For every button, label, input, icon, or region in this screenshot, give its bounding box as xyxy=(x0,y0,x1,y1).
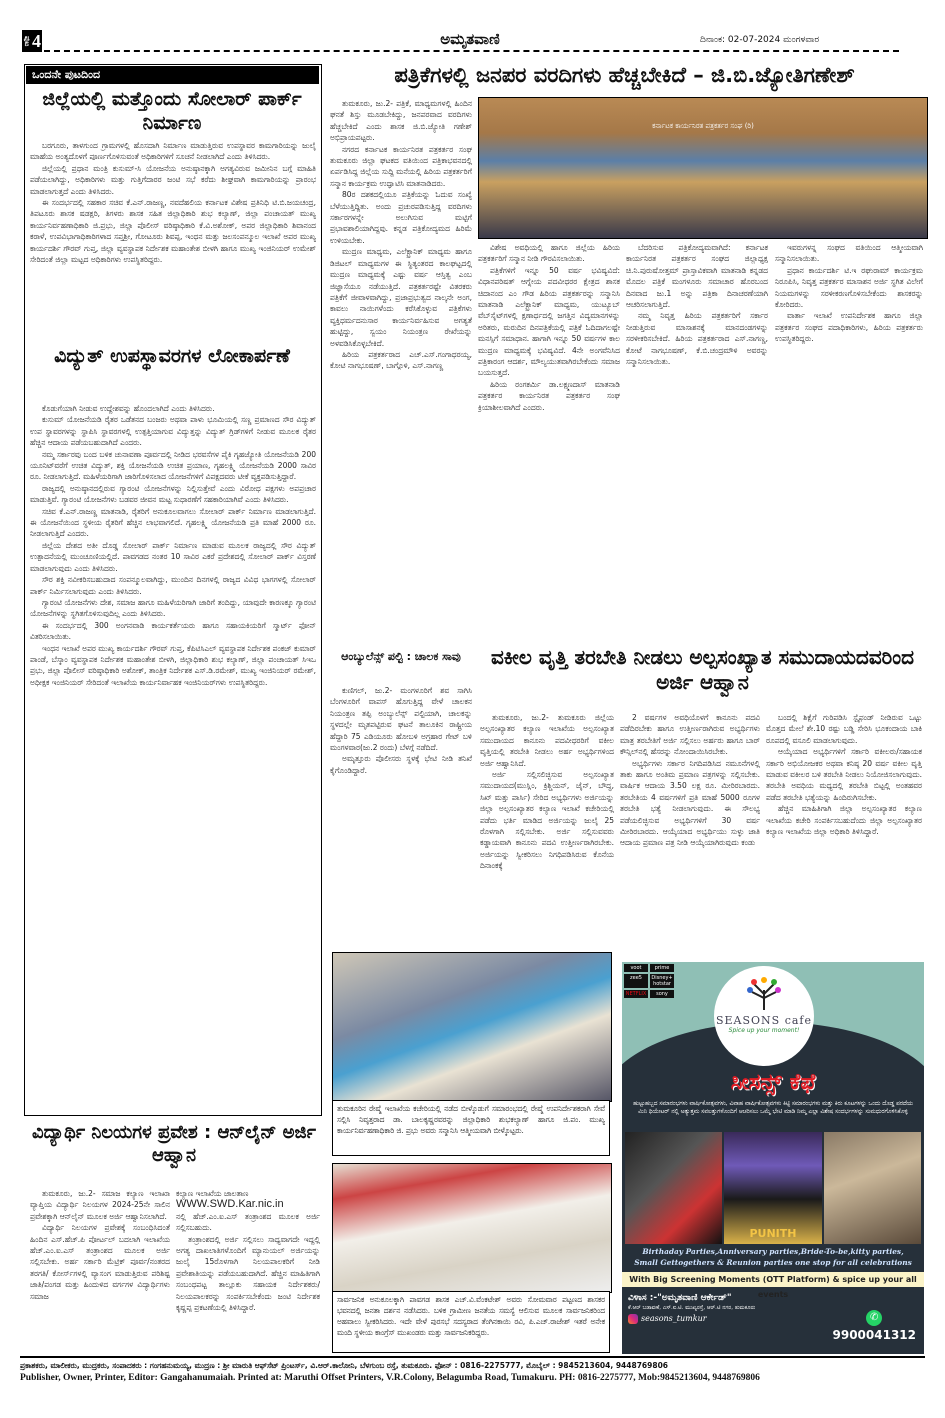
main-story-col1 xyxy=(330,98,472,646)
paragraph: ನಗರದ ಕರ್ನಾಟಕ ಕಾರ್ಯನಿರತ ಪತ್ರಕರ್ತರ ಸಂಘ ತುಮಕೂರು ಜಿಲ್ಲಾ ಘಟಕದ ವತಿಯಿಂದ ಪತ್ರಿಕಾಭವನದಲ್ಲಿ ಏರ್ಪಡಿಸಿದ್ದ ಜಿಲ್ಲೆಯ ಸುದ್ದಿ ಮನೆಯಲ್ಲಿ ಹಿರಿಯ ಪತ್ರಕರ್ತರಿಗೆ ಸನ್ಮಾನ ಕಾರ್ಯಕ್ರಮ ಉದ್ಘಾಟಿಸಿ ಮಾತನಾಡಿದರು. xyxy=(330,144,472,188)
paragraph: ಅಭ್ಯರ್ಥಿಗಳು ಸರ್ಕಾರ ನಿಗದಿಪಡಿಸಿದ ನಮೂನೆಗಳಲ್ಲಿ ತಾಕು ಹಾಗೂ ಅಂತಿಮ ಪ್ರಮಾಣ ಪತ್ರಗಳನ್ನು ಸಲ್ಲಿಸಬೇಕು. ವಾರ್ಷಿಕ ಆದಾಯ 3.50 ಲಕ್ಷ ರೂ. ಮೀರಿರಬಾರದು. ತರಬೇತಿಯ 4 ವರ್ಷಗಳಿಗೆ ಪ್ರತಿ ಮಾಹೆ 5000 ರೂಗಳ ತರಬೇತಿ ಭತ್ಯೆ ನೀಡಲಾಗುವುದು. ಈ ಸೌಲಭ್ಯ ಪಡೆಯಲಿಚ್ಛಿಸುವ ಅಭ್ಯರ್ಥಿಗಳಿಗೆ 30 ವರ್ಷ ಮೀರಿರಬಾರದು. ಆಯ್ಕೆಯಾದ ಅಭ್ಯರ್ಥಿಯು ಸುಳ್ಳು ಜಾತಿ ಆದಾಯ ಪ್ರಮಾಣ ಪತ್ರ ನೀಡಿ ಆಯ್ಕೆಯಾಗಿರುವುದು ಕಂಡು xyxy=(620,758,760,848)
lawyer-col3 xyxy=(766,712,922,957)
photo-banner-text: ಕರ್ನಾಟಕ ಕಾರ್ಯನಿರತ ಪತ್ರಕರ್ತರ ಸಂಘ (ರಿ) xyxy=(652,122,754,130)
issue-date: ದಿನಾಂಕ: 02-07-2024 ಮಂಗಳವಾರ xyxy=(700,35,820,45)
paragraph: ಅರ್ಜಿ ಸಲ್ಲಿಸಲಿಚ್ಛಿಸುವ ಅಲ್ಪಸಂಖ್ಯಾತ ಸಮುದಾಯದ(ಮುಸ್ಲಿಂ, ಕ್ರಿಶ್ಚಿಯನ್, ಜೈನ್, ಬೌದ್ಧ, ಸಿಖ್ ಮತ್ತು ಪಾರ್ಸಿ) ಸೇರಿದ ಅಭ್ಯರ್ಥಿಗಳು ಅರ್ಜಿಯನ್ನು ಜಿಲ್ಲಾ ಅಲ್ಪಸಂಖ್ಯಾತರ ಕಲ್ಯಾಣ ಇಲಾಖೆ ಕಚೇರಿಯಲ್ಲಿ ಪಡೆದು ಭರ್ತಿ ಮಾಡಿದ ಅರ್ಜಿಯನ್ನು ಜುಲೈ 25 ರೊಳಗಾಗಿ ಸಲ್ಲಿಸಬೇಕು. ಅರ್ಜಿ ಸಲ್ಲಿಸುವವರು ಕಡ್ಡಾಯವಾಗಿ ಕಾನೂನು ಪದವಿ ಉತ್ತೀರ್ಣರಾಗಿರಬೇಕು. ಅರ್ಜಿಯನ್ನು ಸ್ವೀಕರಿಸಲು ನಿಗಧಿಪಡಿಸಿರುವ ಕೊನೆಯ ದಿನಾಂಕಕ್ಕೆ xyxy=(480,770,614,871)
paragraph: ತುಮಕೂರು, ಜು.2- ಸಮಾಜ ಕಲ್ಯಾಣ ಇಲಾಖಾ ವ್ಯಾಪ್ತಿಯ ವಿದ್ಯಾರ್ಥಿ ನಿಲಯಗಳ 2024-25ನೇ ಸಾಲಿನ ಪ್ರವೇಶಕ್ಕಾಗಿ ಆನ್‌ಲೈನ್ ಮೂಲಕ ಅರ್ಜಿ ಆಹ್ವಾನಿಸಲಾಗಿದೆ. xyxy=(30,1189,170,1221)
events-line: Birthaday Parties,Anniversary parties,Bride-To-be,kitty parties, xyxy=(642,1247,904,1256)
headline-solar-park: ಜಿಲ್ಲೆಯಲ್ಲಿ ಮತ್ತೊಂದು ಸೋಲಾರ್ ಪಾರ್ಕ್ ನಿರ್ಮಾಣ xyxy=(42,88,302,134)
article-solar-park xyxy=(30,140,316,338)
tree-icon xyxy=(744,976,784,1010)
newspaper-title: ಅಮೃತವಾಣಿ xyxy=(440,30,500,48)
caption-farewell: ತುಮಕೂರಿನ ರೇಷ್ಮೆ ಇಲಾಖೆಯ ಕಚೇರಿಯಲ್ಲಿ ನಡೆದ ಬೀಳ್ಕೊಡುಗೆ ಸಮಾರಂಭದಲ್ಲಿ ರೇಷ್ಮೆ ಉಪನಿರ್ದೇಶಕರಾಗಿ ಸೇವೆ ಸಲ್ಲಿಸಿ ನಿವೃತ್ತರಾದ ಡಾ. ಬಾಲಕೃಷ್ಣರವರನ್ನು ಜಿಲ್ಲಾಧಿಕಾರಿ ಶುಭಕಲ್ಯಾಣ್ ಹಾಗೂ ಜಿ.ಪಂ. ಮುಖ್ಯ ಕಾರ್ಯನಿರ್ವಹಣಾಧಿಕಾರಿ ಜಿ. ಪ್ರಭು ಅವರು ಸನ್ಮಾನಿಸಿ ಆತ್ಮೀಯವಾಗಿ ಬೀಳ್ಕೊಟ್ಟರು. xyxy=(332,1100,610,1156)
paragraph: ಅಮೃತ್ತೂರು ಪೊಲೀಸರು ಸ್ಥಳಕ್ಕೆ ಭೇಟಿ ನೀಡಿ ತನಿಖೆ ಕೈಗೊಂಡಿದ್ದಾರೆ. xyxy=(330,754,472,775)
gallery-photo-theater xyxy=(625,1132,722,1244)
instagram-icon xyxy=(628,1314,638,1324)
paragraph: ತಂತ್ರಾಂಶದಲ್ಲಿ ಅರ್ಜಿ ಸಲ್ಲಿಸಲು ಸಾಧ್ಯವಾಗದೇ ಇದ್ದಲ್ಲಿ ಅಗತ್ಯ ದಾಖಲಾತಿಗಳೊಂದಿಗೆ ಮ್ಯಾನುಯಲ್ ಅರ್ಜಿಯನ್ನು ಜುಲೈ 15ರೊಳಗಾಗಿ ನಿಲಯಪಾಲಕರಿಗೆ ನೀಡಿ ಪ್ರವೇಶಾತಿಯನ್ನು ಪಡೆಯಬಹುದಾಗಿದೆ. ಹೆಚ್ಚಿನ ಮಾಹಿತಿಗಾಗಿ ಸಂಬಂಧಪಟ್ಟ ತಾಲ್ಲೂಕು ಸಹಾಯಕ ನಿರ್ದೇಶಕರು/ ನಿಲಯಪಾಲಕರನ್ನು ಸಂಪರ್ಕಿಸಬೇಕೆಂದು ಜಂಟಿ ನಿರ್ದೇಶಕ ಕೃಷ್ಣಪ್ಪ ಪ್ರಕಟಣೆಯಲ್ಲಿ ತಿಳಿಸಿದ್ದಾರೆ. xyxy=(176,1234,320,1313)
ott-badge: Disney+ hotstar xyxy=(651,975,673,987)
paragraph: 2 ವರ್ಷಗಳ ಅವಧಿಯೊಳಗೆ ಕಾನೂನು ಪದವಿ ಪಡೆದಿರಬೇಕು ಹಾಗೂ ಉತ್ತೀರ್ಣರಾಗಿರುವ ಅಭ್ಯರ್ಥಿಗಳು ಮಾತ್ರ ತರಬೇತಿಗೆ ಅರ್ಜಿ ಸಲ್ಲಿಸಲು ಅರ್ಹರು ಹಾಗೂ ಬಾರ್ ಕೌನ್ಸಿಲ್‌ನಲ್ಲಿ ಹೆಸರನ್ನು ನೋಂದಾಯಿಸಿರಬೇಕು. xyxy=(620,713,760,757)
ad-description: ಹುಟ್ಟುಹಬ್ಬದ ಸಮಾರಂಭಗಳು ವಾರ್ಷಿಕೋತ್ಸವಗಳು, ವಿವಾಹ ವಾರ್ಷಿಕೋತ್ಸವಗಳು ಕಿಟ್ಟಿ ಸಮಾರಂಭಗಳು ಮತ್ತು ಕಿರು ಕೂಟಗಳನ್ನು ಒಂದು ದೊಡ್ಡ ಪರದೆಯ ಮಿನಿ ಥಿಯೇಟರ್ ನಲ್ಲಿ ಅತ್ಯುತ್ತಮ ಸವಲತ್ತುಗಳೊಂದಿಗೆ ಆಚರಿಸಲು ಒಮ್ಮೆ ಭೇಟಿ ಮಾಡಿ ನಿಮ್ಮ ಎಲ್ಲಾ ವಿಶೇಷ ಸಂದರ್ಭಗಳನ್ನು ಸುಮಧುರಗೊಳಿಸಿಕೊಳ್ಳಿ xyxy=(633,1101,913,1115)
paragraph: ಜಿಲ್ಲೆಯಲ್ಲಿ ಪ್ರಧಾನ ಮಂತ್ರಿ ಕುಸುಮ್-ಸಿ ಯೋಜನೆಯ ಅನುಷ್ಠಾನಕ್ಕಾಗಿ ಅಗತ್ಯವಿರುವ ಜಮೀನಿನ ಬಗ್ಗೆ ಮಾಹಿತಿ ಪಡೆಯಲಾಗಿದ್ದು, ಅಧಿಕಾರಿಗಳು ಮತ್ತು ಗುತ್ತಿಗೆದಾರರ ಜಂಟಿ ಸಭೆ ಕರೆದು ಶೀಘ್ರವಾಗಿ ಕಾಮಗಾರಿಯನ್ನು ಪ್ರಾರಂಭ ಮಾಡಲಾಗುತ್ತದೆ ಎಂದು ತಿಳಿಸಿದರು. xyxy=(30,163,316,196)
paragraph: ವಿದ್ಯಾರ್ಥಿ ನಿಲಯಗಳ ಪ್ರವೇಶಕ್ಕೆ ಸಂಬಂಧಿಸಿದಂತೆ ಹಿಂದಿನ ಎಸ್.ಹೆಚ್.ಪಿ ಪೋರ್ಟಲ್ ಬದಲಾಗಿ ಇಲಾಖೆಯ ಹೆಚ್.ಎಂ.ಐ.ಎಸ್ ತಂತ್ರಾಂಶದ ಮೂಲಕ ಅರ್ಜಿ ಸಲ್ಲಿಸಬೇಕು. ಅರ್ಹ ಸರ್ಕಾರಿ ಮೆಟ್ರಿಕ್ ಪೂರ್ವ/ನಂತರದ ತರಗತಿ/ ಕೋರ್ಸ್‌ಗಳಲ್ಲಿ ವ್ಯಾಸಂಗ ಮಾಡುತ್ತಿರುವ ಪರಿಶಿಷ್ಟ ಜಾತಿ/ಪಂಗಡ ಮತ್ತು ಹಿಂದುಳಿದ ವರ್ಗಗಳ ವಿದ್ಯಾರ್ಥಿಗಳು ಸಮಾಜ xyxy=(30,1223,170,1301)
address-label: ವಿಳಾಸ :-"ಅಮೃತವಾಣಿ ಆರ್ಕೇಡ್" xyxy=(628,1293,732,1303)
paragraph: ವಿಶೇಷ ಅವಧಿಯಲ್ಲಿ ಹಾಗೂ ಜಿಲ್ಲೆಯ ಹಿರಿಯ ಪತ್ರಕರ್ತರಿಗೆ ಸನ್ಮಾನ ನೀಡಿ ಗೌರವಿಸಲಾಯಿತು. xyxy=(478,243,620,264)
ad-phone[interactable] xyxy=(833,1310,917,1342)
paragraph: ನಮ್ಮ ಸರ್ಕಾರವು ಬಂದ ಬಳಿಕ ಚುನಾವಣಾ ಪೂರ್ವದಲ್ಲಿ ನೀಡಿದ ಭರವಸೆಗಳ ಪೈಕಿ ಗೃಹಜ್ಯೋತಿ ಯೋಜನೆಯಡಿ 200 ಯೂನಿಟ್‌ವರೆಗೆ ಉಚಿತ ವಿದ್ಯುತ್, ಶಕ್ತಿ ಯೋಜನೆಯಡಿ ಉಚಿತ ಪ್ರಯಾಣ, ಗೃಹಲಕ್ಷ್ಮಿ ಯೋಜನೆಯಡಿ 2000 ಸಾವಿರ ರೂ. ನೀಡಲಾಗುತ್ತಿದೆ. ಮಹಿಳೆಯರಿಗಾಗಿ ಜಾರಿಗೊಳಿಸಲಾದ ಯೋಜನೆಗಳಿಗೆ ವಿಪಕ್ಷದವರು ಟೀಕೆ ವ್ಯಕ್ತಪಡಿಸುತ್ತಿದ್ದಾರೆ. xyxy=(30,449,316,482)
photo-farewell-ceremony xyxy=(332,952,612,1102)
events-line: Small Gettogethers & Reunion parties one stop for all celebrations xyxy=(634,1258,912,1267)
ott-badge: zee5 xyxy=(624,974,648,988)
website-link[interactable]: WWW.SWD.Kar.nic.in xyxy=(176,1198,284,1211)
paragraph: ಈ ಸಂದರ್ಭದಲ್ಲಿ ಸಹಕಾರ ಸಚಿವ ಕೆ.ಎನ್.ರಾಜಣ್ಣ, ನವದೆಹಲಿಯ ಕರ್ನಾಟಕ ವಿಶೇಷ ಪ್ರತಿನಿಧಿ ಟಿ.ಬಿ.ಜಯಚಂದ್ರ, ತಿಪಟೂರು ಶಾಸಕ ಷಡಕ್ಷರಿ, ತಿಗಳರು ಶಾಸಕ ಸಹಿತ ಜಿಲ್ಲಾಧಿಕಾರಿ ಶುಭ ಕಲ್ಯಾಣ್, ಜಿಲ್ಲಾ ಪಂಚಾಯತ್ ಮುಖ್ಯ ಕಾರ್ಯನಿರ್ವಹಣಾಧಿಕಾರಿ ಜಿ.ಪ್ರಭು, ಜಿಲ್ಲಾ ಪೊಲೀಸ್ ವರಿಷ್ಠಾಧಿಕಾರಿ ಕೆ.ವಿ.ಅಶೋಕ್, ಅಪರ ಜಿಲ್ಲಾಧಿಕಾರಿ ಶಿವಾನಂದ ಕರಾಳೆ, ಉಪವಿಭಾಗಾಧಿಕಾರಿಗಳಾದ ಸಪ್ತಶ್ರೀ, ಗೋಟೂರು ಶಿವಪ್ಪ, ಇಂಧನ ಮತ್ತು ಜಲಸಂಪನ್ಮೂಲ ಇಲಾಖೆ ಅಪರ ಮುಖ್ಯ ಕಾರ್ಯದರ್ಶಿ ಗೌರವ್ ಗುಪ್ತ, ಜಿಲ್ಲಾ ವ್ಯವಸ್ಥಾಪಕ ನಿರ್ದೇಶಕ ಮಹಾಂತೇಶ ಬೀಳಗಿ ಹಾಗೂ ಮುಖ್ಯ ಇಂಜಿನಿಯರ್ ಉಮೇಶ್ ಸೇರಿದಂತೆ ಜಿಲ್ಲಾ ಮಟ್ಟದ ಅಧಿಕಾರಿಗಳು ಉಪಸ್ಥಿತರಿದ್ದರು. xyxy=(30,198,316,265)
phone-number: 9900041312 xyxy=(832,1328,916,1342)
paragraph: ತುಮಕೂರು, ಜು.2- ತುಮಕೂರು ಜಿಲ್ಲೆಯ ಅಲ್ಪಸಂಖ್ಯಾತರ ಕಲ್ಯಾಣ ಇಲಾಖೆಯ ಅಲ್ಪಸಂಖ್ಯಾತ ಸಮುದಾಯದ ಕಾನೂನು ಪದವೀಧರರಿಗೆ ವಕೀಲ ವೃತ್ತಿಯಲ್ಲಿ ತರಬೇತಿ ನೀಡಲು ಅರ್ಹ ಅಭ್ಯರ್ಥಿಗಳಿಂದ ಅರ್ಜಿ ಆಹ್ವಾನಿಸಿದೆ. xyxy=(480,713,614,768)
paragraph: ಸಚಿವ ಕೆ.ಎನ್.ರಾಜಣ್ಣ ಮಾತನಾಡಿ, ರೈತರಿಗೆ ಅನುಕೂಲವಾಗಲು ಸೋಲಾರ್ ಪಾರ್ಕ್ ನಿರ್ಮಾಣ ಮಾಡಲಾಗುತ್ತಿದೆ. ಈ ಯೋಜನೆಯಿಂದ ಸ್ಥಳೀಯ ರೈತರಿಗೆ ಹೆಚ್ಚಿನ ಲಾಭವಾಗಲಿದೆ. ಗೃಹಲಕ್ಷ್ಮಿ ಯೋಜನೆಯಡಿ ಪ್ರತಿ ಮಾಹೆ 2000 ರೂ. ನೀಡಲಾಗುತ್ತಿದೆ ಎಂದರು. xyxy=(30,506,316,539)
imprint-kannada: ಪ್ರಕಾಶಕರು, ಮಾಲೀಕರು, ಮುದ್ರಕರು, ಸಂಪಾದಕರು : ಗಂಗಹನುಮಯ್ಯ, ಮುದ್ರಣ : ಶ್ರೀ ಮಾರುತಿ ಆಫ್‌ಸೆಟ್ ಪ್ರಿಂಟರ್ಸ್, ವಿ.ಆರ್.ಕಾಲೋನಿ, ಬೆಳಗುಂಬ ರಸ್ತೆ, ತುಮಕೂರು. ಫೋನ್ : 0816-2275777, ಮೊಬೈಲ್ : 9845213604, 9448769806 xyxy=(20,1361,669,1370)
caption-janata-darshan: ಸಾರ್ವಜನಿಕ ಅನುಕೂಲಕ್ಕಾಗಿ ಪಾವಗಡ ಶಾಸಕ ಎಚ್.ವಿ.ವೆಂಕಟೇಶ್ ಅವರು ಸೋಮವಾರ ಪಟ್ಟಣದ ಶಾಸಕರ ಭವನದಲ್ಲಿ ಜನತಾ ದರ್ಶನ ನಡೆಸಿದರು. ಬಳಿಕ ಗ್ರಾಮೀಣ ಜನತೆಯ ಸಮಸ್ಯೆ ಆಲಿಸುವ ಮೂಲಕ ಸಾರ್ವಜನಿಕರಿಂದ ಅಹವಾಲು ಸ್ವೀಕರಿಸಿದರು. ಇದೇ ವೇಳೆ ಪುರಸಭೆ ಸದಸ್ಯರಾದ ತೆಂಗಿನಕಾಯಿ ರವಿ, ಪಿ.ಎಚ್.ರಾಜೇಶ್ ಇತರೆ ಅನೇಕ ಮಂದಿ ಸ್ಥಳೀಯ ಕಾಂಗ್ರೆಸ್ ಮುಖಂಡರು ಮತ್ತು ಸಾರ್ವಜನಿಕರಿದ್ದರು. xyxy=(332,1291,610,1353)
paragraph: ಕುಸುಮ್ ಯೋಜನೆಯಡಿ ರೈತರ ಒಡೆತನದ ಬಂಜರು ಅಥವಾ ಪಾಳು ಭೂಮಿಯಲ್ಲಿ ಸಣ್ಣ ಪ್ರಮಾಣದ ಸೌರ ವಿದ್ಯುತ್ ಉಪ ಸ್ಥಾವರಗಳನ್ನು ಸ್ಥಾಪಿಸಿ ಸ್ಥಾವರಗಳಲ್ಲಿ ಉತ್ಪತ್ತಿಯಾಗುವ ವಿದ್ಯುತ್ತನ್ನು ವಿದ್ಯುತ್ ಗ್ರಿಡ್‍ಗಳಿಗೆ ನೀಡುವ ಮೂಲಕ ರೈತರ ಹೆಚ್ಚಿನ ಆದಾಯ ಪಡೆಯಬಹುದಾಗಿದೆ ಎಂದರು. xyxy=(30,415,316,448)
paragraph: ಇವರುಗಳನ್ನ ಸಂಘದ ವತಿಯಿಂದ ಆತ್ಮೀಯವಾಗಿ ಸನ್ಮಾನಿಸಲಾಯಿತು. xyxy=(775,243,923,264)
main-story-col3 xyxy=(626,242,768,642)
paragraph: ನಮ್ಮ ನಿವೃತ್ತ ಹಿರಿಯ ಪತ್ರಕರ್ತರಿಗೆ ಸರ್ಕಾರ ನೀಡುತ್ತಿರುವ ಮಾಸಾಶನಕ್ಕೆ ಮಾನದಂಡಗಳನ್ನು ಸರಳೀಕರಿಸಬೇಕಿದೆ. ಹಿರಿಯ ಪತ್ರಕರ್ತರಾದ ಎಸ್.ನಾಗಣ್ಣ, ಕೋಟೆ ನಾಗಭೂಷಣ್, ಕೆ.ಬಿ.ಚಂದ್ರಮೌಳಿ ಅವರನ್ನು ಸನ್ಮಾನಿಸಲಾಯಿತು. xyxy=(626,311,768,367)
gallery-photo-dining xyxy=(824,1132,921,1244)
paragraph: ಕೊಡುಗೆಯಾಗಿ ನೀಡುವ ಉದ್ದೇಶವನ್ನು ಹೊಂದಲಾಗಿದೆ ಎಂದು ತಿಳಿಸಿದರು. xyxy=(42,404,215,413)
paragraph: ಪ್ರಧಾನ ಕಾರ್ಯದರ್ಶಿ ಟಿ.ಇ ರಘುರಾಮ್ ಕಾರ್ಯಕ್ರಮ ನಿರೂಪಿಸಿ, ನಿವೃತ್ತ ಪತ್ರಕರ್ತರ ಮಾಸಾಶನ ಅರ್ಜಿ ಸ್ಥಗಿತ ವಿಲೇಗೆ ನಿಯಮಗಳನ್ನು ಸರಳೀಕರಣಗೊಳಿಸಬೇಕೆಂದು ಶಾಸಕರನ್ನು ಕೋರಿದರು. xyxy=(775,265,923,310)
headline-ambulance: ಆಂಬ್ಯುಲೆನ್ಸ್ ಪಲ್ಟಿ : ಚಾಲಕ ಸಾವು xyxy=(341,650,461,663)
paragraph: ಆಯ್ಕೆಯಾದ ಅಭ್ಯರ್ಥಿಗಳಿಗೆ ಸರ್ಕಾರಿ ವಕೀಲರು/ಸಹಾಯಕ ಸರ್ಕಾರಿ ಅಭಿಯೋಜಕರ ಅಥವಾ ಕನಿಷ್ಠ 20 ವರ್ಷ ವಕೀಲ ವೃತ್ತಿ ಮಾಡುವ ವಕೀಲರ ಬಳಿ ತರಬೇತಿ ನೀಡಲು ನಿಯೋಜಿಸಲಾಗುವುದು. ತರಬೇತಿ ಅವಧಿಯ ಮಧ್ಯದಲ್ಲಿ ತರಬೇತಿ ಬಿಟ್ಟಲ್ಲಿ ಅಂತಹವರ ಪಡೆದ ತರಬೇತಿ ಭತ್ಯೆಯನ್ನು ಹಿಂದಿರುಗಿಸಬೇಕು. xyxy=(766,747,922,802)
balloon-name-text: PUNITH xyxy=(749,1227,797,1240)
ad-events-text xyxy=(622,1246,924,1268)
paragraph: 80ರ ದಶಕದಲ್ಲಿಯೂ ಪತ್ರಿಕೆಯನ್ನು ಓದುವ ಸಂಖ್ಯೆ ಬೆಳೆಯುತ್ತಿದ್ದಿತು. ಅಂದು ಪ್ರಚುರಪಡಿಸುತ್ತಿದ್ದ ವರದಿಗಳು ಸರ್ಕಾರಗಳನ್ನೇ ಅಲುಗಿಸುವ ಮಟ್ಟಿಗೆ ಪ್ರಭಾವಶಾಲಿಯಾಗಿದ್ದವು. ಕನ್ನಡ ಪತ್ರಿಕೋದ್ಯಮದ ಹಿರಿಮೆ ಉಳಿಯಬೇಕು. xyxy=(330,190,472,245)
ott-badge: prime xyxy=(650,964,674,972)
paragraph: ಮುದ್ರಣ ಮಾಧ್ಯಮ, ಎಲೆಕ್ಟ್ರಾನಿಕ್ ಮಾಧ್ಯಮ ಹಾಗೂ ಡಿಜಿಟಲ್ ಮಾಧ್ಯಮಗಳ ಈ ಸ್ಥಿತ್ಯಂತರದ ಕಾಲಘಟ್ಟದಲ್ಲಿ ಮುದ್ರಣ ಮಾಧ್ಯಮಕ್ಕೆ ಎಷ್ಟು ವರ್ಷ ಆಸ್ತಿತ್ವ ಎಂಬ ಜಿಜ್ಞಾಸೆಯೂ ನಡೆಯುತ್ತಿದೆ. ಪತ್ರಕರ್ತರಷ್ಟೇ ವಿತರಕರು ಪತ್ರಿಕೆಗೆ ಜೀವಾಳವಾಗಿದ್ದು, ಪ್ರಜಾಪ್ರಭುತ್ವದ ನಾಲ್ಕನೇ ಅಂಗ, ಕಾವಲು ನಾಯಿಗಳೆಂದು ಕರೆಸಿಕೊಳ್ಳುವ ಪತ್ರಿಕೆಗಳು ವ್ಯಕ್ತಿಧರ್ಮದನುಸಾರ ಕಾರ್ಯನಿರ್ವಹಿಸುವ ಅಗತ್ಯತೆ ಹುಟ್ಟಿದ್ದು, ಸ್ವಯಂ ನಿಯಂತ್ರಣ ರೇಖೆಯನ್ನು ಅಳವಡಿಸಿಕೊಳ್ಳಬೇಕಿದೆ. xyxy=(330,247,472,348)
paragraph: ವಾರ್ತಾ ಇಲಾಖೆ ಉಪನಿರ್ದೇಶಕ ಹಾಗೂ ಜಿಲ್ಲಾ ಪತ್ರಕರ್ತರ ಸಂಘದ ಪದಾಧಿಕಾರಿಗಳು, ಹಿರಿಯ ಪತ್ರಕರ್ತರು ಉಪಸ್ಥಿತರಿದ್ದರು. xyxy=(775,311,923,344)
paragraph: ತುಮಕೂರು, ಜು.2- ಪತ್ರಿಕೆ, ಮಾಧ್ಯಮಗಳಲ್ಲಿ ಹಿಂದಿನ ಘನತೆ ಶಿಸ್ತು ಮೂಡಬೇಕಿದ್ದು, ಜನಪರವಾದ ವರದಿಗಳು ಹೆಚ್ಚಬೇಕಿದೆ ಎಂದು ಶಾಸಕ ಜಿ.ಬಿ.ಜ್ಯೋತಿ ಗಣೇಶ್ ಅಭಿಪ್ರಾಯಪಟ್ಟರು. xyxy=(330,99,472,143)
whatsapp-icon: ✆ xyxy=(866,1310,882,1326)
logo-text: SEASONS cafe xyxy=(715,1014,813,1027)
photo-janata-darshan xyxy=(332,1163,612,1293)
section-label: ಒಂದನೇ ಪುಟದಿಂದ xyxy=(26,66,319,84)
paragraph: ರಾಜ್ಯದಲ್ಲಿ ಅನುಷ್ಠಾನದಲ್ಲಿರುವ ಗ್ಯಾರಂಟಿ ಯೋಜನೆಗಳನ್ನು ನಿಲ್ಲಿಸುತ್ತೇವೆ ಎಂದು ವಿರೋಧ ಪಕ್ಷಗಳು ಅಪಪ್ರಚಾರ ಮಾಡುತ್ತಿವೆ. ಗ್ಯಾರಂಟಿ ಯೋಜನೆಗಳು ಬಡವರ ಜೀವನ ಮಟ್ಟ ಸುಧಾರಣೆಗೆ ಸಹಕಾರಿಯಾಗಿವೆ ಎಂದು ತಿಳಿಸಿದರು. xyxy=(30,483,316,505)
page-number: 4 xyxy=(32,30,41,51)
paragraph: ಜಿಲ್ಲೆಯ ದೇಶದ ಅತೀ ದೊಡ್ಡ ಸೋಲಾರ್ ಪಾರ್ಕ್ ನಿರ್ಮಾಣ ಮಾಡುವ ಮೂಲಕ ರಾಜ್ಯದಲ್ಲಿ ಸೌರ ವಿದ್ಯುತ್ ಉತ್ಪಾದನೆಯಲ್ಲಿ ಮುಂಚೂಣಿಯಲ್ಲಿದೆ. ಪಾವಗಡದ ನಂತರ 10 ಸಾವಿರ ಎಕರೆ ಪ್ರದೇಶದಲ್ಲಿ ಸೋಲಾರ್ ಪಾರ್ಕ್ ವಿಸ್ತರಣೆ ಮಾಡಲಾಗುವುದು ಎಂದು ತಿಳಿಸಿದರು. xyxy=(30,540,316,573)
ad-ott-banner: With Big Screening Moments (OTT Platform) & spice up your all events xyxy=(622,1272,924,1287)
article-hostel-col2 xyxy=(176,1188,320,1353)
ott-badges xyxy=(624,964,674,998)
paragraph: ಬೆದರಿಸುವ ಪತ್ರಿಕೋದ್ಯಮವಾಗಿದೆ: ಕರ್ನಾಟಕ ಕಾರ್ಯನಿರತ ಪತ್ರಕರ್ತರ ಸಂಘದ ಜಿಲ್ಲಾಧ್ಯಕ್ಷ ಚಿ.ನಿ.ಪುರುಷೋತ್ತಮ್ ಪ್ರಾಸ್ತಾವಿಕವಾಗಿ ಮಾತನಾಡಿ ಕನ್ನಡದ ಮೊದಲ ಪತ್ರಿಕೆ ಮಂಗಳೂರು ಸಮಾಚಾರ ಹೊರಬಂದ ದಿನವಾದ ಜು.1 ಅನ್ನು ಪತ್ರಿಕಾ ದಿನಾಚರಣೆಯಾಗಿ ಆಚರಿಸಲಾಗುತ್ತಿದೆ. xyxy=(626,243,768,310)
headline-main-story: ಪತ್ರಿಕೆಗಳಲ್ಲಿ ಜನಪರ ವರದಿಗಳು ಹೆಚ್ಚಬೇಕಿದೆ – ಜಿ.ಬಿ.ಜ್ಯೋತಿಗಣೇಶ್ xyxy=(394,63,855,87)
ott-badge: voot xyxy=(624,964,648,972)
imprint-footer xyxy=(20,1356,925,1383)
paragraph: ಕಲ್ಯಾಣ ಇಲಾಖೆಯ ಜಾಲತಾಣ xyxy=(176,1189,249,1198)
ad-photo-gallery xyxy=(625,1132,921,1244)
imprint-english: Publisher, Owner, Printer, Editor: Gangahanumaiah. Printed at: Maruthi Offset Printers, V.R.Colony, Belagumba Road, Tumakuru. PH: 0816-2275777, Mob:9845213604, 9448769806 xyxy=(20,1373,760,1383)
ott-badge: sony xyxy=(650,990,674,998)
headline-substations: ವಿದ್ಯುತ್ ಉಪಸ್ಥಾವರಗಳ ಲೋಕಾರ್ಪಣೆ xyxy=(54,345,290,367)
paragraph: ಪತ್ರಿಕೆಗಳಿಗೆ ಇನ್ನೂ 50 ವರ್ಷ ಭವಿಷ್ಯವಿದೆ: ವಿಧಾನಪರಿಷತ್ ಆಗ್ನೇಯ ಪದವೀಧರರ ಕ್ಷೇತ್ರದ ಶಾಸಕ ಚಿದಾನಂದ ಎಂ ಗೌಡ ಹಿರಿಯ ಪತ್ರಕರ್ತರನ್ನು ಸನ್ಮಾನಿಸಿ ಮಾತನಾಡಿ ಎಲೆಕ್ಟ್ರಾನಿಕ್ ಮಾಧ್ಯಮ, ಯುಟ್ಯೂಬ್ ವೆಬ್‌ಸೈಟ್‌ಗಳಲ್ಲಿ ಕ್ಷಣಾರ್ಧದಲ್ಲಿ ಜಗತ್ತಿನ ವಿದ್ಯಮಾನಗಳನ್ನು ಅರಿತರು, ಮರುದಿನ ದಿನಪತ್ರಿಕೆಯಲ್ಲಿ ಪತ್ರಿಕೆ ಓದಿದಾಗಲಷ್ಟೇ ಮನಸ್ಸಿಗೆ ಸಮಾಧಾನ. ಹಾಗಾಗಿ ಇನ್ನೂ 50 ವರ್ಷಗಳ ಕಾಲ ಮುದ್ರಣ ಮಾಧ್ಯಮಕ್ಕೆ ಭವಿಷ್ಯವಿದೆ. 4ನೇ ಅಂಗವೆನಿಸಿದ ಪತ್ರಿಕಾರಂಗ ಆದರ್ಶ, ಮೌಲ್ಯಯುತವಾಗಿರಬೇಕೆಂದು ಸಮಾಜ ಬಯಸುತ್ತದೆ. xyxy=(478,265,620,378)
paragraph: ಸೌರ ಶಕ್ತಿ ನವೀಕರಿಸಬಹುದಾದ ಸಂಪನ್ಮೂಲವಾಗಿದ್ದು, ಮುಂದಿನ ದಿನಗಳಲ್ಲಿ ರಾಜ್ಯದ ವಿವಿಧ ಭಾಗಗಳಲ್ಲಿ ಸೋಲಾರ್ ಪಾರ್ಕ್ ನಿರ್ಮಿಸಲಾಗುವುದು ಎಂದು ತಿಳಿಸಿದರು. xyxy=(30,575,316,596)
paragraph: ಹೆಚ್ಚಿನ ಮಾಹಿತಿಗಾಗಿ ಜಿಲ್ಲಾ ಅಲ್ಪಸಂಖ್ಯಾತರ ಕಲ್ಯಾಣ ಇಲಾಖೆಯ ಕಚೇರಿ ಸಂಪರ್ಕಿಸಬಹುದೆಂದು ಜಿಲ್ಲಾ ಅಲ್ಪಸಂಖ್ಯಾತರ ಕಲ್ಯಾಣ ಇಲಾಖೆಯ ಜಿಲ್ಲಾ ಅಧಿಕಾರಿ ತಿಳಿಸಿದ್ದಾರೆ. xyxy=(766,804,922,837)
paragraph: ಹಿರಿಯ ರಂಗಕರ್ಮಿ ಡಾ.ಲಕ್ಷ್ಮಣದಾಸ್ ಮಾತನಾಡಿ ಪತ್ರಕರ್ತರ ಕಾರ್ಯನಿರತ ಪತ್ರಕರ್ತರ ಸಂಘ ಕ್ರಿಯಾಶೀಲವಾಗಿದೆ ಎಂದರು. xyxy=(478,379,620,412)
paragraph: ಕುಣಿಗಲ್, ಜು.2- ಮಂಗಳೂರಿಗೆ ಶವ ಸಾಗಿಸಿ ಬೆಂಗಳೂರಿಗೆ ವಾಪಸ್ ಹೊಗುತ್ತಿದ್ದ ವೇಳೆ ಚಾಲಕನ ನಿಯಂತ್ರಣ ತಪ್ಪಿ ಅಂಬ್ಯುಲೆನ್ಸ್ ಪಲ್ಟಿಯಾಗಿ, ಚಾಲಕನ್ನು ಸ್ಥಳದಲ್ಲೇ ಮೃತಪಟ್ಟಿರುವ ಘಟನೆ ತಾಲೂಕಿನ ರಾಷ್ಟ್ರೀಯ ಹೆದ್ದಾರಿ 75 ಎಡಿಯೂರು ಹೋಬಳಿ ಅಗ್ರಹಾರ ಗೇಟ್ ಬಳಿ ಮಂಗಳವಾರ(ಜು.2 ರಂದು) ಬೆಳಗ್ಗೆ ನಡೆದಿದೆ. xyxy=(330,686,472,753)
headline-lawyer-training: ವಕೀಲ ವೃತ್ತಿ ತರಬೇತಿ ನೀಡಲು ಅಲ್ಪಸಂಖ್ಯಾತ ಸಮುದಾಯದವರಿಂದ ಅರ್ಜಿ ಆಹ್ವಾನ xyxy=(490,645,915,694)
page-label: ಪುಟ xyxy=(23,35,31,47)
article-hostel-col1 xyxy=(30,1188,170,1353)
address-text: ಕೆ.ಆರ್ ಬಡಾವಣೆ, ಎಸ್.ಐ.ಟಿ. ಮುಖ್ಯರಸ್ತೆ, ಆರ್.ಟಿ ನಗರ, ತುಮಕೂರು xyxy=(628,1305,756,1311)
gallery-photo-balloons xyxy=(724,1132,821,1244)
paragraph: ನಲ್ಲಿ ಹೆಚ್.ಎಂ.ಐ.ಎಸ್ ತಂತ್ರಾಂಶದ ಮೂಲಕ ಅರ್ಜಿ ಸಲ್ಲಿಸಬಹುದು. xyxy=(176,1211,320,1233)
paragraph: ಈ ಸಂದರ್ಭದಲ್ಲಿ 300 ಅಂಗನವಾಡಿ ಕಾರ್ಯಕರ್ತೆಯರು ಹಾಗೂ ಸಹಾಯಕಿಯರಿಗೆ ಸ್ಮಾರ್ಟ್ ಫೋನ್ ವಿತರಿಸಲಾಯಿತು. xyxy=(30,620,316,642)
ad-title: ಸೀಸನ್ಸ್ ಕೆಫೆ xyxy=(730,1070,816,1095)
ott-badge: NETFLIX xyxy=(625,991,647,997)
article-substations xyxy=(30,403,316,1111)
instagram-handle[interactable] xyxy=(628,1313,828,1325)
lawyer-col2 xyxy=(620,712,760,957)
paragraph: ಇಂಧನ ಇಲಾಖೆ ಅಪರ ಮುಖ್ಯ ಕಾರ್ಯದರ್ಶಿ ಗೌರವ್ ಗುಪ್ತ, ಕೆಪಿಟಿಸಿಎಲ್ ವ್ಯವಸ್ಥಾಪಕ ನಿರ್ದೇಶಕ ಪಂಕಜ್ ಕುಮಾರ್ ಪಾಂಡೆ, ಬೆಸ್ಕಾಂ ವ್ಯವಸ್ಥಾಪಕ ನಿರ್ದೇಶಕ ಮಹಾಂತೇಶ ಬೀಳಗಿ, ಜಿಲ್ಲಾಧಿಕಾರಿ ಶುಭ ಕಲ್ಯಾಣ್, ಜಿಲ್ಲಾ ಪಂಚಾಯತ್ ಸಿಇಒ ಪ್ರಭು, ಜಿಲ್ಲಾ ಪೊಲೀಸ್ ವರಿಷ್ಠಾಧಿಕಾರಿ ಅಶೋಕ್, ತಾಂತ್ರಿಕ ನಿರ್ದೇಶಕ ಎಸ್.ಡಿ.ರಮೇಶ್, ಮುಖ್ಯ ಇಂಜಿನಿಯರ್ ರಮೇಶ್, ಅಧೀಕ್ಷಕ ಇಂಜಿನಿಯರ್ ಸೇರಿದಂತೆ ಇಲಾಖೆಯ ಕಾರ್ಯನಿರ್ವಾಹಕ ಇಂಜಿನಿಯರ್‌ಗಳು ಉಪಸ್ಥಿತರಿದ್ದರು. xyxy=(30,643,316,687)
article-ambulance xyxy=(330,685,472,947)
paragraph: ಬಂದಲ್ಲಿ ಶಿಕ್ಷೆಗೆ ಗುರಿಪಡಿಸಿ ಸ್ಟೈಫಂಡ್ ನೀಡಿರುವ ಒಟ್ಟು ಮೊತ್ತದ ಮೇಲೆ ಶೇ.10 ರಷ್ಟು ಬಡ್ಡಿ ಸೇರಿಸಿ ಭೂಕಂದಾಯ ಬಾಕಿ ರೂಪದಲ್ಲಿ ವಸೂಲಿ ಮಾಡಲಾಗುವುದು. xyxy=(766,713,922,745)
paragraph: ಬರಗೂರು, ತಾಳಗುಂದ ಗ್ರಾಮಗಳಲ್ಲಿ ಹೊಸದಾಗಿ ನಿರ್ಮಾಣ ಮಾಡುತ್ತಿರುವ ಉಪಸ್ಥಾವರ ಕಾಮಗಾರಿಯನ್ನು ಜುಲೈ ಮಾಹೆಯ ಅಂತ್ಯದೊಳಗೆ ಪೂರ್ಣಗೊಳಿಸುವಂತೆ ಅಧಿಕಾರಿಗಳಿಗೆ ಸೂಚನೆ ನೀಡಲಾಗಿದೆ ಎಂದು ತಿಳಿಸಿದರು. xyxy=(30,141,316,162)
logo-tagline: Spice up your moment! xyxy=(728,1027,800,1034)
main-story-col2 xyxy=(478,242,620,642)
photo-journalists-award xyxy=(478,97,928,239)
main-story-col4 xyxy=(775,242,923,642)
page-number-badge xyxy=(22,30,42,52)
ad-contact xyxy=(628,1292,828,1325)
header-divider xyxy=(44,50,899,52)
seasons-cafe-advertisement xyxy=(622,962,924,1354)
lawyer-col1 xyxy=(480,712,614,947)
paragraph: ಹಿರಿಯ ಪತ್ರಕರ್ತರಾದ ಎಚ್.ಎಸ್.ಗಂಗಾಧರಯ್ಯ, ಕೋಟಿ ನಾಗಭೂಷಣ್, ಬಾಗ್ಗೊಳಿ, ಎಸ್.ನಾಗಣ್ಣ xyxy=(330,349,472,371)
instagram-text: seasons_tumkur xyxy=(641,1314,707,1323)
cafe-logo xyxy=(714,966,814,1066)
paragraph: ಗ್ಯಾರಂಟಿ ಯೋಜನೆಗಳು ದೇಶ, ಸಮಾಜ ಹಾಗೂ ಮಹಿಳೆಯರಿಗಾಗಿ ಜಾರಿಗೆ ತಂದಿದ್ದು, ಯಾವುದೇ ಕಾರಣಕ್ಕೂ ಗ್ಯಾರಂಟಿ ಯೋಜನೆಗಳನ್ನು ಸ್ಥಗಿತಗೊಳಿಸುವುದಿಲ್ಲ ಎಂದು ತಿಳಿಸಿದರು. xyxy=(30,597,316,619)
headline-hostel-admission: ವಿದ್ಯಾರ್ಥಿ ನಿಲಯಗಳ ಪ್ರವೇಶ : ಆನ್‌ಲೈನ್ ಅರ್ಜಿ ಆಹ್ವಾನ xyxy=(32,1122,316,1166)
